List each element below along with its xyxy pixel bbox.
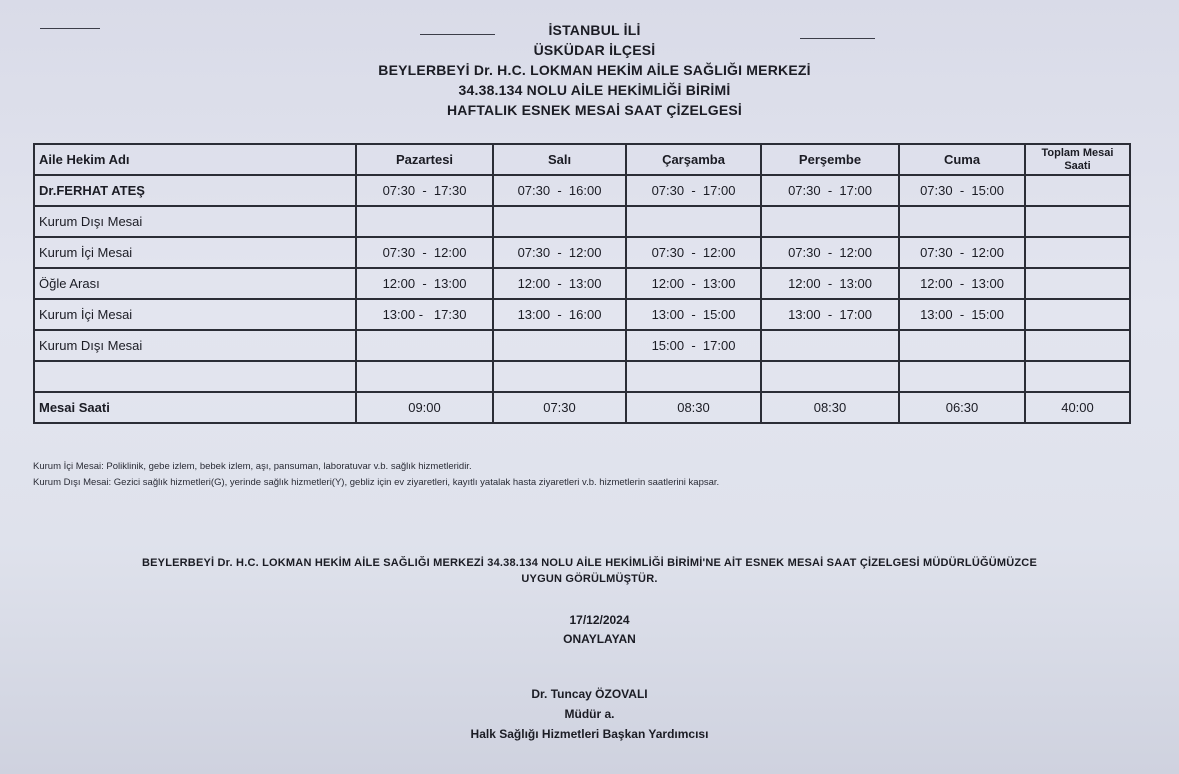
column-header: Salı [493, 144, 626, 175]
table-cell: 12:00 - 13:00 [899, 268, 1025, 299]
table-cell: 13:00 - 16:00 [493, 299, 626, 330]
table-cell: 07:30 - 12:00 [899, 237, 1025, 268]
row-label: Kurum İçi Mesai [34, 299, 356, 330]
table-cell: 08:30 [761, 392, 899, 423]
document-header [0, 20, 1179, 120]
table-cell [356, 206, 493, 237]
table-cell [761, 361, 899, 392]
table-cell: 07:30 - 12:00 [493, 237, 626, 268]
row-label: Kurum Dışı Mesai [34, 206, 356, 237]
table-cell [626, 361, 761, 392]
row-label: Kurum Dışı Mesai [34, 330, 356, 361]
table-cell [761, 206, 899, 237]
table-cell: 07:30 - 15:00 [899, 175, 1025, 206]
footnote-kurum-disi: Kurum Dışı Mesai: Gezici sağlık hizmetleri(G), yerinde sağlık hizmetleri(Y), gebliz için ev ziyaretleri, kayıtlı yatalak hasta ziyaretleri v.b. hizmetlerin saatlerini kapsar. [33, 477, 720, 488]
row-label [34, 361, 356, 392]
signatory-name: Dr. Tuncay ÖZOVALI [531, 687, 648, 701]
table-row [34, 299, 1130, 330]
table-cell [626, 206, 761, 237]
column-header: Cuma [899, 144, 1025, 175]
row-label: Dr.FERHAT ATEŞ [34, 175, 356, 206]
table-cell: 12:00 - 13:00 [493, 268, 626, 299]
table-cell [1025, 175, 1130, 206]
row-label: Mesai Saati [34, 392, 356, 423]
approval-line-1: BEYLERBEYİ Dr. H.C. LOKMAN HEKİM AİLE SAĞLIĞI MERKEZİ 34.38.134 NOLU AİLE HEKİMLİĞİ BİRİMİ'NE AİT ESNEK MESAİ SAAT ÇİZELGESİ MÜDÜRLÜĞÜMÜZCE [141, 557, 1037, 569]
table-cell: 12:00 - 13:00 [761, 268, 899, 299]
approver-label: ONAYLAYAN [563, 632, 636, 646]
column-header: Toplam Mesai Saati [1025, 144, 1130, 175]
table-row [34, 361, 1130, 392]
table-cell: 07:30 [493, 392, 626, 423]
approval-date: 17/12/2024 [569, 613, 630, 627]
table-cell [493, 206, 626, 237]
table-cell: 09:00 [356, 392, 493, 423]
table-header-row [34, 144, 1130, 175]
table-cell [1025, 361, 1130, 392]
table-cell: 13:00 - 15:00 [626, 299, 761, 330]
table-cell [899, 206, 1025, 237]
signatory-title: Müdür a. [564, 707, 615, 721]
row-label: Kurum İçi Mesai [34, 237, 356, 268]
table-cell: 07:30 - 17:00 [626, 175, 761, 206]
column-header: Çarşamba [626, 144, 761, 175]
table-cell: 07:30 - 16:00 [493, 175, 626, 206]
header-center-name: BEYLERBEYİ Dr. H.C. LOKMAN HEKİM AİLE SAĞLIĞI MERKEZİ [378, 62, 811, 78]
table-cell [1025, 299, 1130, 330]
row-label: Öğle Arası [34, 268, 356, 299]
approval-line-2: UYGUN GÖRÜLMÜŞTÜR. [521, 573, 658, 585]
table-row [34, 175, 1130, 206]
table-cell [356, 330, 493, 361]
table-row-total [34, 392, 1130, 423]
table-cell: 13:00 - 15:00 [899, 299, 1025, 330]
table-cell: 07:30 - 17:30 [356, 175, 493, 206]
table-cell: 13:00 - 17:00 [761, 299, 899, 330]
header-province: İSTANBUL İLİ [548, 22, 641, 38]
table-cell [493, 361, 626, 392]
table-cell: 13:00 - 17:30 [356, 299, 493, 330]
schedule-table [33, 143, 1131, 424]
table-cell: 07:30 - 12:00 [761, 237, 899, 268]
table-cell [493, 330, 626, 361]
table-row [34, 237, 1130, 268]
footnote-kurum-ici: Kurum İçi Mesai: Poliklinik, gebe izlem, bebek izlem, aşı, pansuman, laboratuvar v.b. sağlık hizmetleridir. [33, 461, 472, 472]
header-district: ÜSKÜDAR İLÇESİ [533, 42, 656, 58]
table-cell [899, 330, 1025, 361]
column-header: Pazartesi [356, 144, 493, 175]
header-title: HAFTALIK ESNEK MESAİ SAAT ÇİZELGESİ [446, 102, 743, 118]
signatory-position: Halk Sağlığı Hizmetleri Başkan Yardımcısı [470, 727, 709, 741]
signature-block [0, 684, 1179, 744]
table-cell [761, 330, 899, 361]
table-cell: 07:30 - 12:00 [626, 237, 761, 268]
table-row [34, 268, 1130, 299]
table-row [34, 206, 1130, 237]
table-cell: 40:00 [1025, 392, 1130, 423]
table-cell: 07:30 - 12:00 [356, 237, 493, 268]
table-cell [899, 361, 1025, 392]
header-unit: 34.38.134 NOLU AİLE HEKİMLİĞİ BİRİMİ [458, 82, 731, 98]
table-cell: 12:00 - 13:00 [626, 268, 761, 299]
table-cell: 06:30 [899, 392, 1025, 423]
table-cell: 07:30 - 17:00 [761, 175, 899, 206]
table-row [34, 330, 1130, 361]
footnotes [33, 459, 719, 491]
approval-statement [0, 555, 1179, 587]
table-cell [1025, 330, 1130, 361]
column-header: Perşembe [761, 144, 899, 175]
signoff-block [0, 611, 1179, 649]
table-cell: 12:00 - 13:00 [356, 268, 493, 299]
table-cell [1025, 206, 1130, 237]
table-cell: 08:30 [626, 392, 761, 423]
column-header: Aile Hekim Adı [34, 144, 356, 175]
table-cell [1025, 237, 1130, 268]
table-cell [356, 361, 493, 392]
table-cell [1025, 268, 1130, 299]
table-cell: 15:00 - 17:00 [626, 330, 761, 361]
